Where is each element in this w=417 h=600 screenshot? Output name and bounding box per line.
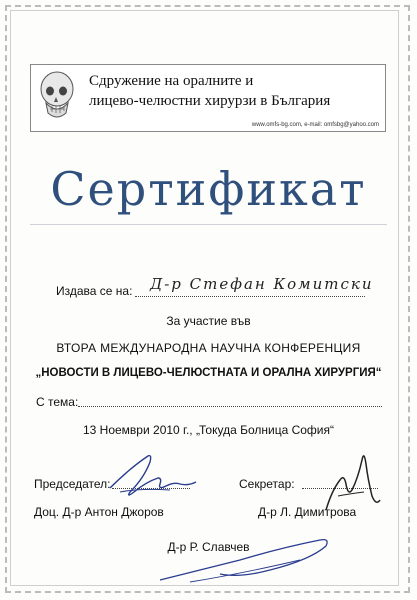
organization-name (89, 71, 379, 111)
secretary-label: Секретар: (239, 477, 295, 491)
organization-contacts: www.omfs-bg.com, e-mail: omfsbg@yahoo.com (251, 122, 379, 128)
date-venue: 13 Ноември 2010 г., „Токуда Болница София“ (82, 423, 334, 437)
chair-signature-line (112, 476, 190, 489)
chair-label: Председател: (34, 477, 111, 491)
organization-name-line1: Сдружение на оралните и (89, 73, 254, 89)
recipient-name: Д-р Стефан Комитски (150, 275, 374, 293)
organization-header (30, 64, 386, 132)
organization-name-line2: лицево-челюстни хирурзи в България (89, 93, 331, 109)
secretary-name: Д-р Л. Димитрова (258, 505, 357, 519)
title-divider (30, 224, 387, 225)
theme-line (78, 394, 382, 407)
secretary-signature-line (302, 476, 378, 489)
participation-text: За участие във (166, 314, 251, 328)
skull-logo-icon (37, 71, 77, 123)
third-signatory-name: Д-р Р. Славчев (167, 540, 250, 554)
conference-name: ВТОРА МЕЖДУНАРОДНА НАУЧНА КОНФЕРЕНЦИЯ (56, 341, 361, 355)
theme-label: С тема: (36, 395, 79, 409)
issued-to-label: Издава се на: (56, 284, 133, 298)
conference-topic: „НОВОСТИ В ЛИЦЕВО-ЧЕЛЮСТНАТА И ОРАЛНА ХИРУРГИЯ“ (35, 367, 382, 379)
certificate-title: Сертификат (50, 162, 367, 216)
chair-name: Доц. Д-р Антон Джоров (34, 505, 164, 519)
